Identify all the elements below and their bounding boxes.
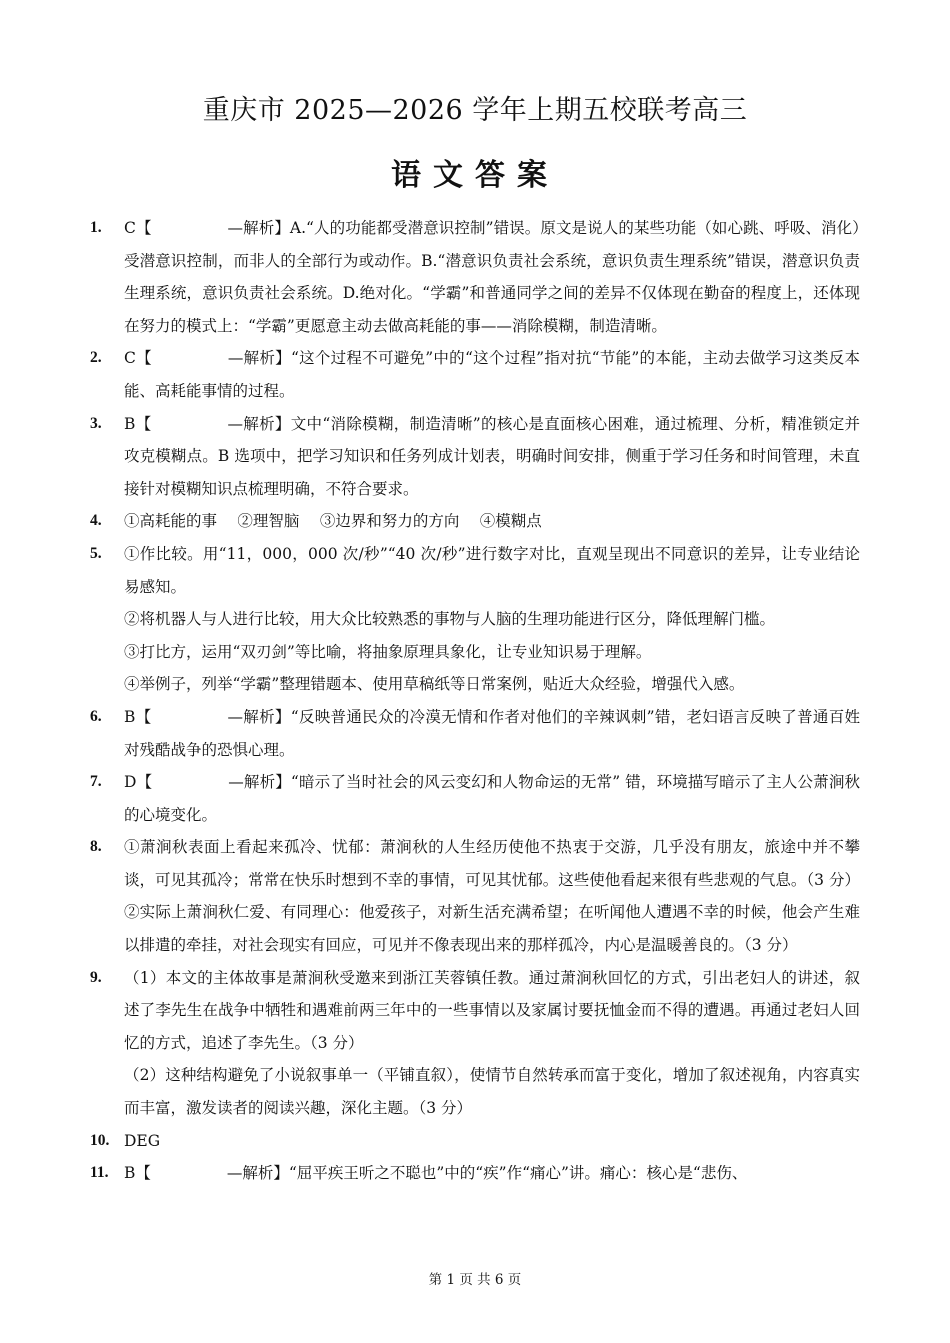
answer-text bbox=[124, 1157, 860, 1190]
answer-body: ①萧涧秋表面上看起来孤冷、忧郁：萧涧秋的人生经历使他不热衷于交游，几乎没有朋友，旅途中并不攀谈，可见其孤冷；常常在快乐时想到不幸的事情，可见其忧郁。这些使他看起来很有些悲观的气息。（3 分）②实际上萧涧秋仁爱、有同理心：他爱孩子，对新生活充满希望；在听闻他人遭遇不幸的时候，他会产生难以排遣的牵挂，对社会现实有回应，可见并不像表现出来的那样孤冷，内心是温暖善良的。（3 分） bbox=[124, 838, 860, 955]
document-subtitle: 语文答案 bbox=[391, 158, 559, 193]
answer-number: 4. bbox=[90, 512, 102, 530]
answer-body: —解析】A.“人的功能都受潜意识控制”错误。原文是说人的某些功能（如心跳、呼吸、消化）受潜意识控制，而非人的全部行为或动作。B.“潜意识负责社会系统，意识负责生理系统”错误，潜意识负责生理系统，意识负责社会系统。D.绝对化。“学霸”和普通同学之间的差异不仅体现在勤奋的程度上，还体现在努力的模式上：“学霸”更愿意主动去做高耗能的事——消除模糊，制造清晰。 bbox=[124, 219, 860, 335]
answer-body: —解析】“这个过程不可避免”中的“这个过程”指对抗“节能”的本能，主动去做学习这类反本能、高耗能事情的过程。 bbox=[124, 349, 860, 400]
answer-number: 2. bbox=[90, 349, 102, 367]
answer-line: （2）这种结构避免了小说叙事单一（平铺直叙），使情节自然转承而富于变化，增加了叙述视角，内容真实而丰富，激发读者的阅读兴趣，深化主题。（3 分） bbox=[124, 1066, 860, 1118]
answer-line: （1）本文的主体故事是萧涧秋受邀来到浙江芙蓉镇任教。通过萧涧秋回忆的方式，引出老妇人的讲述，叙述了李先生在战争中牺牲和遇难前两三年中的一些事情以及家属讨要抚恤金而不得的遭遇。再通过老妇人回忆的方式，追述了李先生。（3 分） bbox=[124, 968, 860, 1052]
answer-number: 1. bbox=[90, 219, 102, 236]
answer-text bbox=[124, 766, 860, 831]
answer-body: —解析】“反映普通民众的冷漠无情和作者对他们的辛辣讽刺”错，老妇语言反映了普通百姓对残酷战争的恐惧心理。 bbox=[124, 707, 860, 759]
answer-item bbox=[90, 831, 860, 961]
answer-text bbox=[124, 342, 860, 407]
answer-text bbox=[124, 701, 860, 766]
page-footer: 第 1 页 共 6 页 bbox=[428, 1272, 522, 1288]
answer-line: ②将机器人与人进行比较，用大众比较熟悉的事物与人脑的生理功能进行区分，降低理解门槛。 bbox=[124, 610, 776, 629]
answer-item bbox=[90, 766, 860, 831]
answer-text bbox=[124, 538, 860, 701]
answer-item bbox=[90, 408, 860, 506]
answer-item bbox=[90, 212, 860, 342]
answer-line: ③打比方，运用“双刃剑”等比喻，将抽象原理具象化，让专业知识易于理解。 bbox=[124, 642, 652, 661]
answer-number: 10. bbox=[90, 1131, 110, 1149]
answer-choice: B【 bbox=[124, 707, 152, 726]
answer-choice: B【 bbox=[124, 414, 152, 433]
answer-list bbox=[90, 212, 860, 1190]
answer-choice: D【 bbox=[124, 773, 153, 792]
answer-choice: B【 bbox=[124, 1164, 151, 1183]
answer-number: 3. bbox=[90, 414, 102, 432]
answer-body: —解析】“屈平疾王听之不聪也”中的“疾”作“痛心”讲。痛心：核心是“悲伤、 bbox=[226, 1164, 748, 1183]
answer-text bbox=[124, 505, 860, 538]
answer-body: —解析】文中“消除模糊，制造清晰”的核心是直面核心困难，通过梳理、分析，精准锁定并攻克模糊点。B 选项中，把学习知识和任务列成计划表，明确时间安排，侧重于学习任务和时间管理，未直接针对模糊知识点梳理明确，不符合要求。 bbox=[124, 414, 860, 498]
answer-item bbox=[90, 538, 860, 701]
answer-body: —解析】“暗示了当时社会的风云变幻和人物命运的无常” 错，环境描写暗示了主人公萧涧秋的心境变化。 bbox=[124, 773, 861, 824]
answer-number: 6. bbox=[90, 707, 102, 725]
answer-item bbox=[90, 1125, 860, 1158]
answer-choice: C【 bbox=[124, 219, 152, 237]
answer-body: ①高耗能的事 ②理智脑 ③边界和努力的方向 ④模糊点 bbox=[124, 512, 542, 531]
answer-number: 5. bbox=[90, 544, 102, 562]
answer-text bbox=[124, 831, 860, 961]
answer-number: 7. bbox=[90, 773, 102, 791]
answer-number: 9. bbox=[90, 968, 102, 986]
answer-text bbox=[124, 408, 860, 506]
answer-line: ①作比较。用“11，000，000 次/秒”“40 次/秒”进行数字对比，直观呈现出不同意识的差异，让专业结论易感知。 bbox=[124, 544, 860, 596]
answer-text bbox=[124, 1125, 860, 1158]
answer-number: 8. bbox=[90, 838, 102, 856]
answer-line: ④举例子，列举“学霸”整理错题本、使用草稿纸等日常案例，贴近大众经验，增强代入感。 bbox=[124, 675, 745, 694]
answer-body: DEG bbox=[124, 1131, 161, 1150]
answer-text bbox=[124, 212, 860, 342]
answer-item bbox=[90, 505, 860, 538]
answer-choice: C【 bbox=[124, 349, 152, 368]
answer-item bbox=[90, 1157, 860, 1190]
answer-text bbox=[124, 962, 860, 1125]
answer-item bbox=[90, 962, 860, 1125]
answer-number: 11. bbox=[90, 1164, 109, 1182]
document-title: 重庆市 2025—2026 学年上期五校联考高三 bbox=[202, 95, 748, 126]
answer-item bbox=[90, 701, 860, 766]
answer-item bbox=[90, 342, 860, 407]
